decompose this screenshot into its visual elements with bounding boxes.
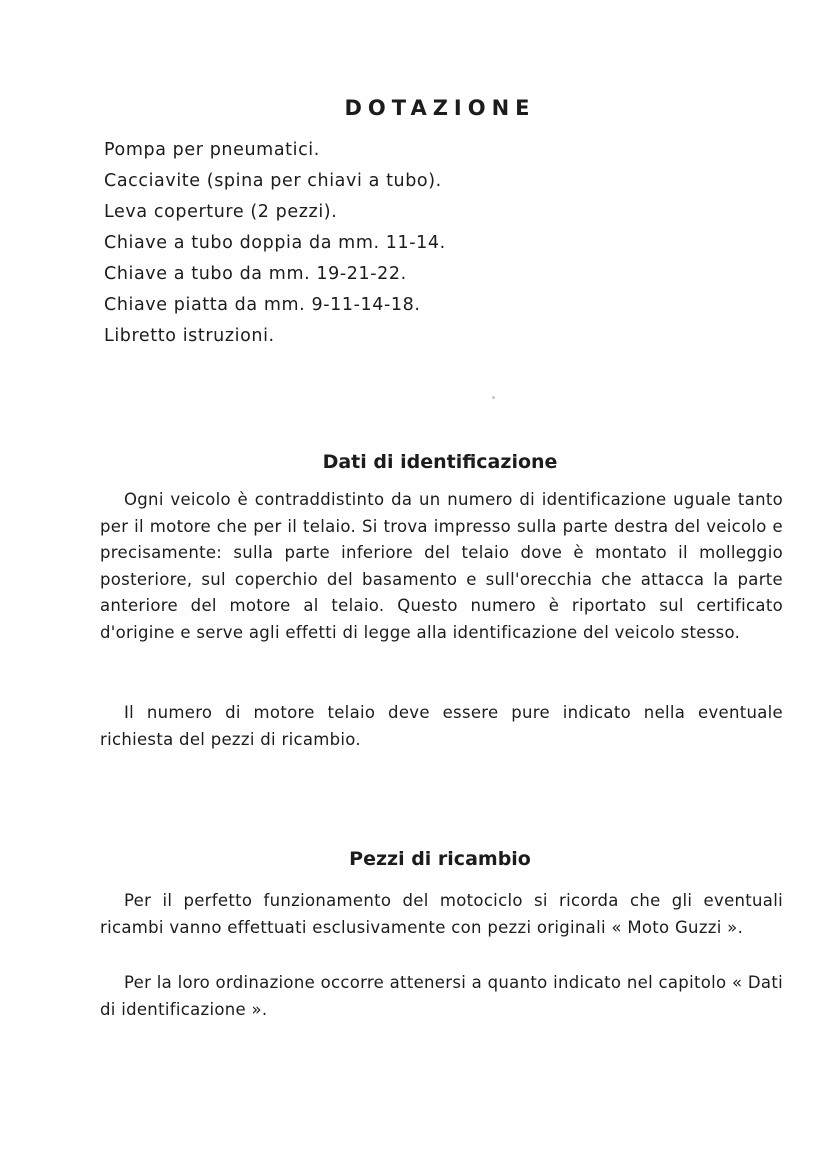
equipment-item: Leva coperture (2 pezzi).	[104, 202, 338, 222]
equipment-item: Libretto istruzioni.	[104, 326, 275, 346]
identification-paragraph: Ogni veicolo è contraddistinto da un numero di identificazione uguale tanto per il motore che per il telaio. Si trova impresso sulla parte destra del veicolo e precisamente: sulla parte inferiore del telaio dove è montato il molleggio posteriore, sul coperchio del basamento e sull'orecchia che attacca la parte anteriore del motore al telaio. Questo numero è riportato sul certificato d'origine e serve agli effetti di legge alla identificazione del veicolo stesso.	[100, 490, 783, 642]
identification-heading: Dati di identificazione	[322, 451, 558, 473]
equipment-item: Pompa per pneumatici.	[104, 140, 320, 160]
print-speck	[492, 396, 495, 399]
spare-parts-paragraph: Per la loro ordinazione occorre attenersi a quanto indicato nel capitolo « Dati di identificazione ».	[100, 973, 783, 1019]
equipment-item: Chiave a tubo da mm. 19-21-22.	[104, 264, 407, 284]
equipment-item: Chiave a tubo doppia da mm. 11-14.	[104, 233, 446, 253]
equipment-item: Cacciavite (spina per chiavi a tubo).	[104, 171, 442, 191]
equipment-item: Chiave piatta da mm. 9-11-14-18.	[104, 295, 421, 315]
spare-parts-paragraph: Per il perfetto funzionamento del motociclo si ricorda che gli eventuali ricambi vanno effettuati esclusivamente con pezzi originali « Moto Guzzi ».	[100, 891, 783, 937]
equipment-list	[104, 135, 446, 352]
spare-parts-heading: Pezzi di ricambio	[349, 848, 531, 870]
identification-paragraph: Il numero di motore telaio deve essere pure indicato nella eventuale richiesta del pezzi di ricambio.	[100, 703, 783, 749]
equipment-heading: DOTAZIONE	[344, 96, 536, 120]
